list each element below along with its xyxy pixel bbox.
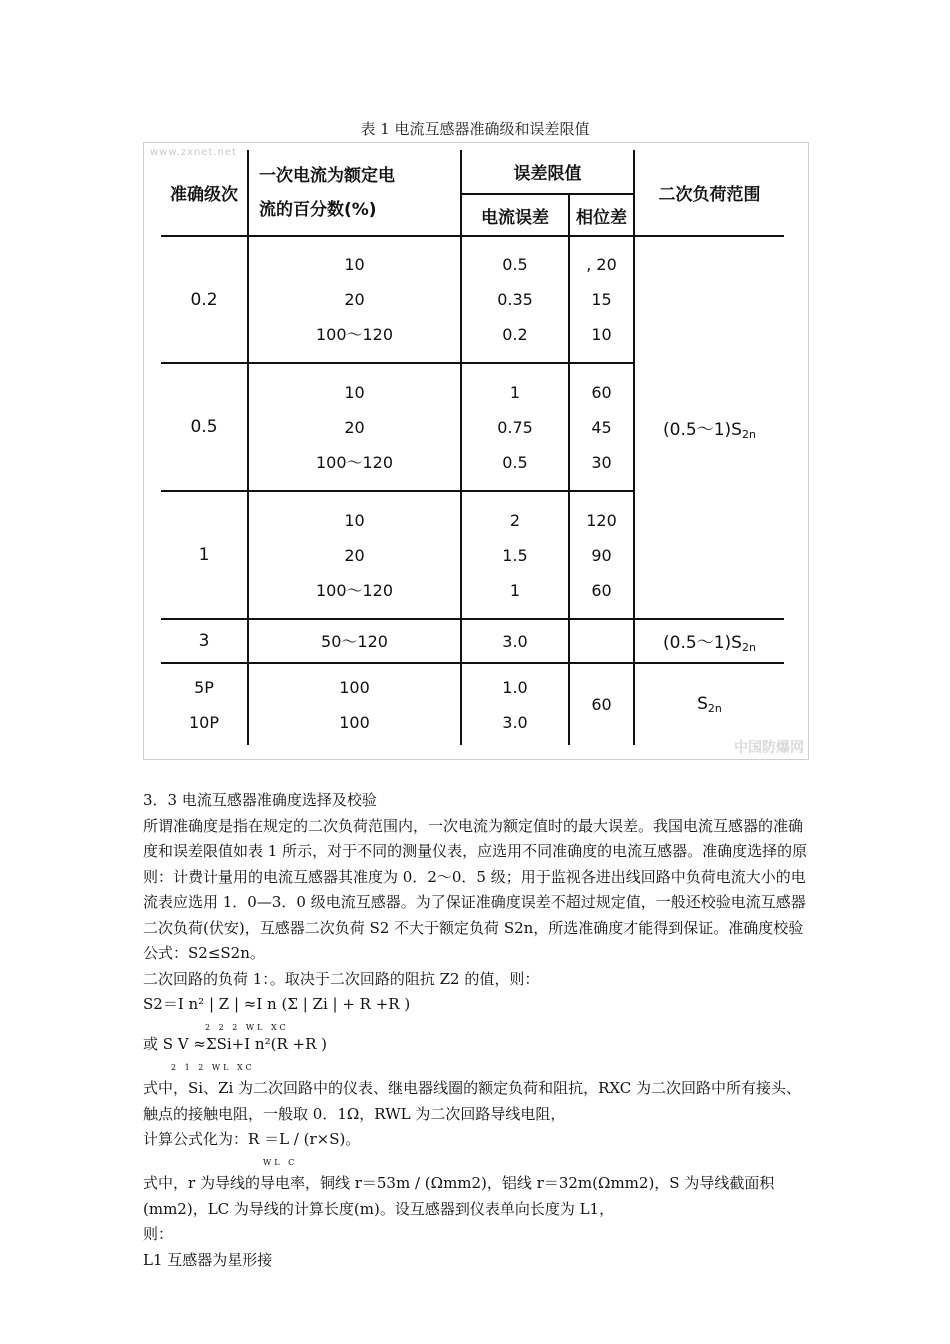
value: 5P [194,677,214,697]
value: 1.5 [502,545,528,565]
phase-error-cell [569,491,634,619]
formula-text: 或 S V ≈ΣSi+I n²(R +R ) [143,1035,327,1053]
current-error-cell [461,491,569,619]
table-row [161,236,784,363]
formula-3 [143,1131,811,1171]
percent-cell [248,663,461,745]
load-text: S [697,694,708,714]
value: 20 [344,417,365,437]
value: 3.0 [502,712,528,732]
value: 45 [591,417,612,437]
value: 100～120 [315,325,394,344]
percent-cell: 50～120 [248,619,461,663]
value: 60 [591,580,612,600]
value: , 20 [586,255,617,274]
value: 1 [509,580,521,600]
section-heading: 3．3 电流互感器准确度选择及校验 [143,791,377,809]
formula-subscripts: 2 1 2 WL XC [171,1063,255,1072]
paragraph: L1 互感器为星形接 [143,1250,273,1269]
value: 100 [339,677,370,697]
scanned-table-figure [143,142,809,760]
value: 1.0 [502,677,528,697]
formula-text: S2＝I n² | Z | ≈I n (Σ | Zi | + R +R ) [143,995,411,1013]
value: 10 [344,382,365,402]
load-range-cell [634,619,784,663]
formula-subscripts: WL C [263,1158,298,1167]
header-error-limit: 误差限值 [461,150,634,194]
phase-error-cell [569,619,634,663]
paragraph: 式中，r 为导线的导电率，铜线 r＝53m / (Ωmm2)，铝线 r＝32m(Ωmm2)，S 为导线截面积(mm2)，LC 为导线的计算长度(m)。设互感器到仪表单向长度为 L1， [143,1174,775,1218]
current-error-cell [461,236,569,363]
class-cell [161,663,248,745]
formula-text: 计算公式化为：R ＝L / (r×S)。 [143,1130,361,1148]
watermark-top: www.zxnet.net [150,147,237,158]
class-cell: 3 [161,619,248,663]
header-current-line1: 一次电流为额定电 [259,165,395,186]
header-current-line2: 流的百分数(%) [259,199,377,220]
header-phase-error: 相位差 [569,194,634,236]
load-sub: 2n [741,641,756,654]
load-range-cell [634,663,784,745]
percent-cell [248,236,461,363]
current-error-cell [461,363,569,491]
value: 1 [509,382,521,402]
header-class: 准确级次 [161,150,248,236]
value: 30 [591,452,612,472]
class-cell: 0.5 [161,363,248,491]
header-current-error: 电流误差 [461,194,569,236]
paragraph: 式中，Si、Zi 为二次回路中的仪表、继电器线圈的额定负荷和阻抗，RXC 为二次回路中所有接头、触点的接触电阻，一般取 0．1Ω，RWL 为二次回路导线电阻， [143,1079,802,1123]
paragraph: 则： [143,1225,174,1243]
value: 60 [591,382,612,402]
phase-error-cell: 60 [569,663,634,745]
phase-error-cell [569,236,634,363]
table-row [161,619,784,663]
formula-2 [143,1036,811,1076]
class-cell: 1 [161,491,248,619]
value: 120 [586,510,617,530]
load-sub: 2n [707,702,722,715]
value: 2 [509,510,521,530]
value: 0.35 [497,290,533,309]
current-error-cell [461,663,569,745]
header-load-range: 二次负荷范围 [634,150,784,236]
value: 90 [591,545,612,565]
value: 0.2 [502,325,528,344]
value: 0.5 [502,255,528,274]
load-text: (0.5～1)S [663,633,742,653]
formula-1 [143,996,811,1036]
percent-cell [248,491,461,619]
value: 0.5 [502,452,528,472]
value: 20 [344,545,365,565]
value: 100～120 [315,580,394,600]
percent-cell [248,363,461,491]
load-text: (0.5～1)S [663,419,742,440]
load-sub: 2n [741,427,756,441]
paragraph: 二次回路的负荷 1：。取决于二次回路的阻抗 Z2 的值，则： [143,969,540,988]
value: 10 [344,255,365,274]
table-row [161,663,784,745]
body-text [143,788,811,1273]
paragraph: 所谓准确度是指在规定的二次负荷范围内，一次电流为额定值时的最大误差。我国电流互感器的准确度和误差限值如表 1 所示，对于不同的测量仪表，应选用不同准确度的电流互感器。准确度选择的原则：计费计量用的电流互感器其准度为 0．2～0．5 级；用于监视各进出线回路中负荷电流大小的电流表应选用 1．0—3．0 级电流互感器。为了保证准确度误差不超过规定值，一般还校验电流互感器二次负荷(伏安)，互感器二次负荷 S2 不大于额定负荷 S2n，所选准确度才能得到保证。准确度校验公式：S2≤S2n。 [143,816,808,962]
formula-subscripts: 2 2 2 WL XC [205,1023,289,1032]
value: 10 [344,510,365,530]
table-caption: 表 1 电流互感器准确级和误差限值 [360,120,590,138]
class-cell: 0.2 [161,236,248,363]
value: 0.75 [497,417,533,437]
header-current-percent [248,150,461,236]
value: 15 [591,290,612,309]
value: 20 [344,290,365,309]
value: 10P [188,712,219,732]
watermark-bottom: 中国防爆网 [734,740,804,756]
phase-error-cell [569,363,634,491]
current-error-cell: 3.0 [461,619,569,663]
value: 100 [339,712,370,732]
load-range-cell [634,236,784,619]
value: 100～120 [315,452,394,472]
value: 10 [591,325,612,344]
accuracy-table [161,150,784,745]
